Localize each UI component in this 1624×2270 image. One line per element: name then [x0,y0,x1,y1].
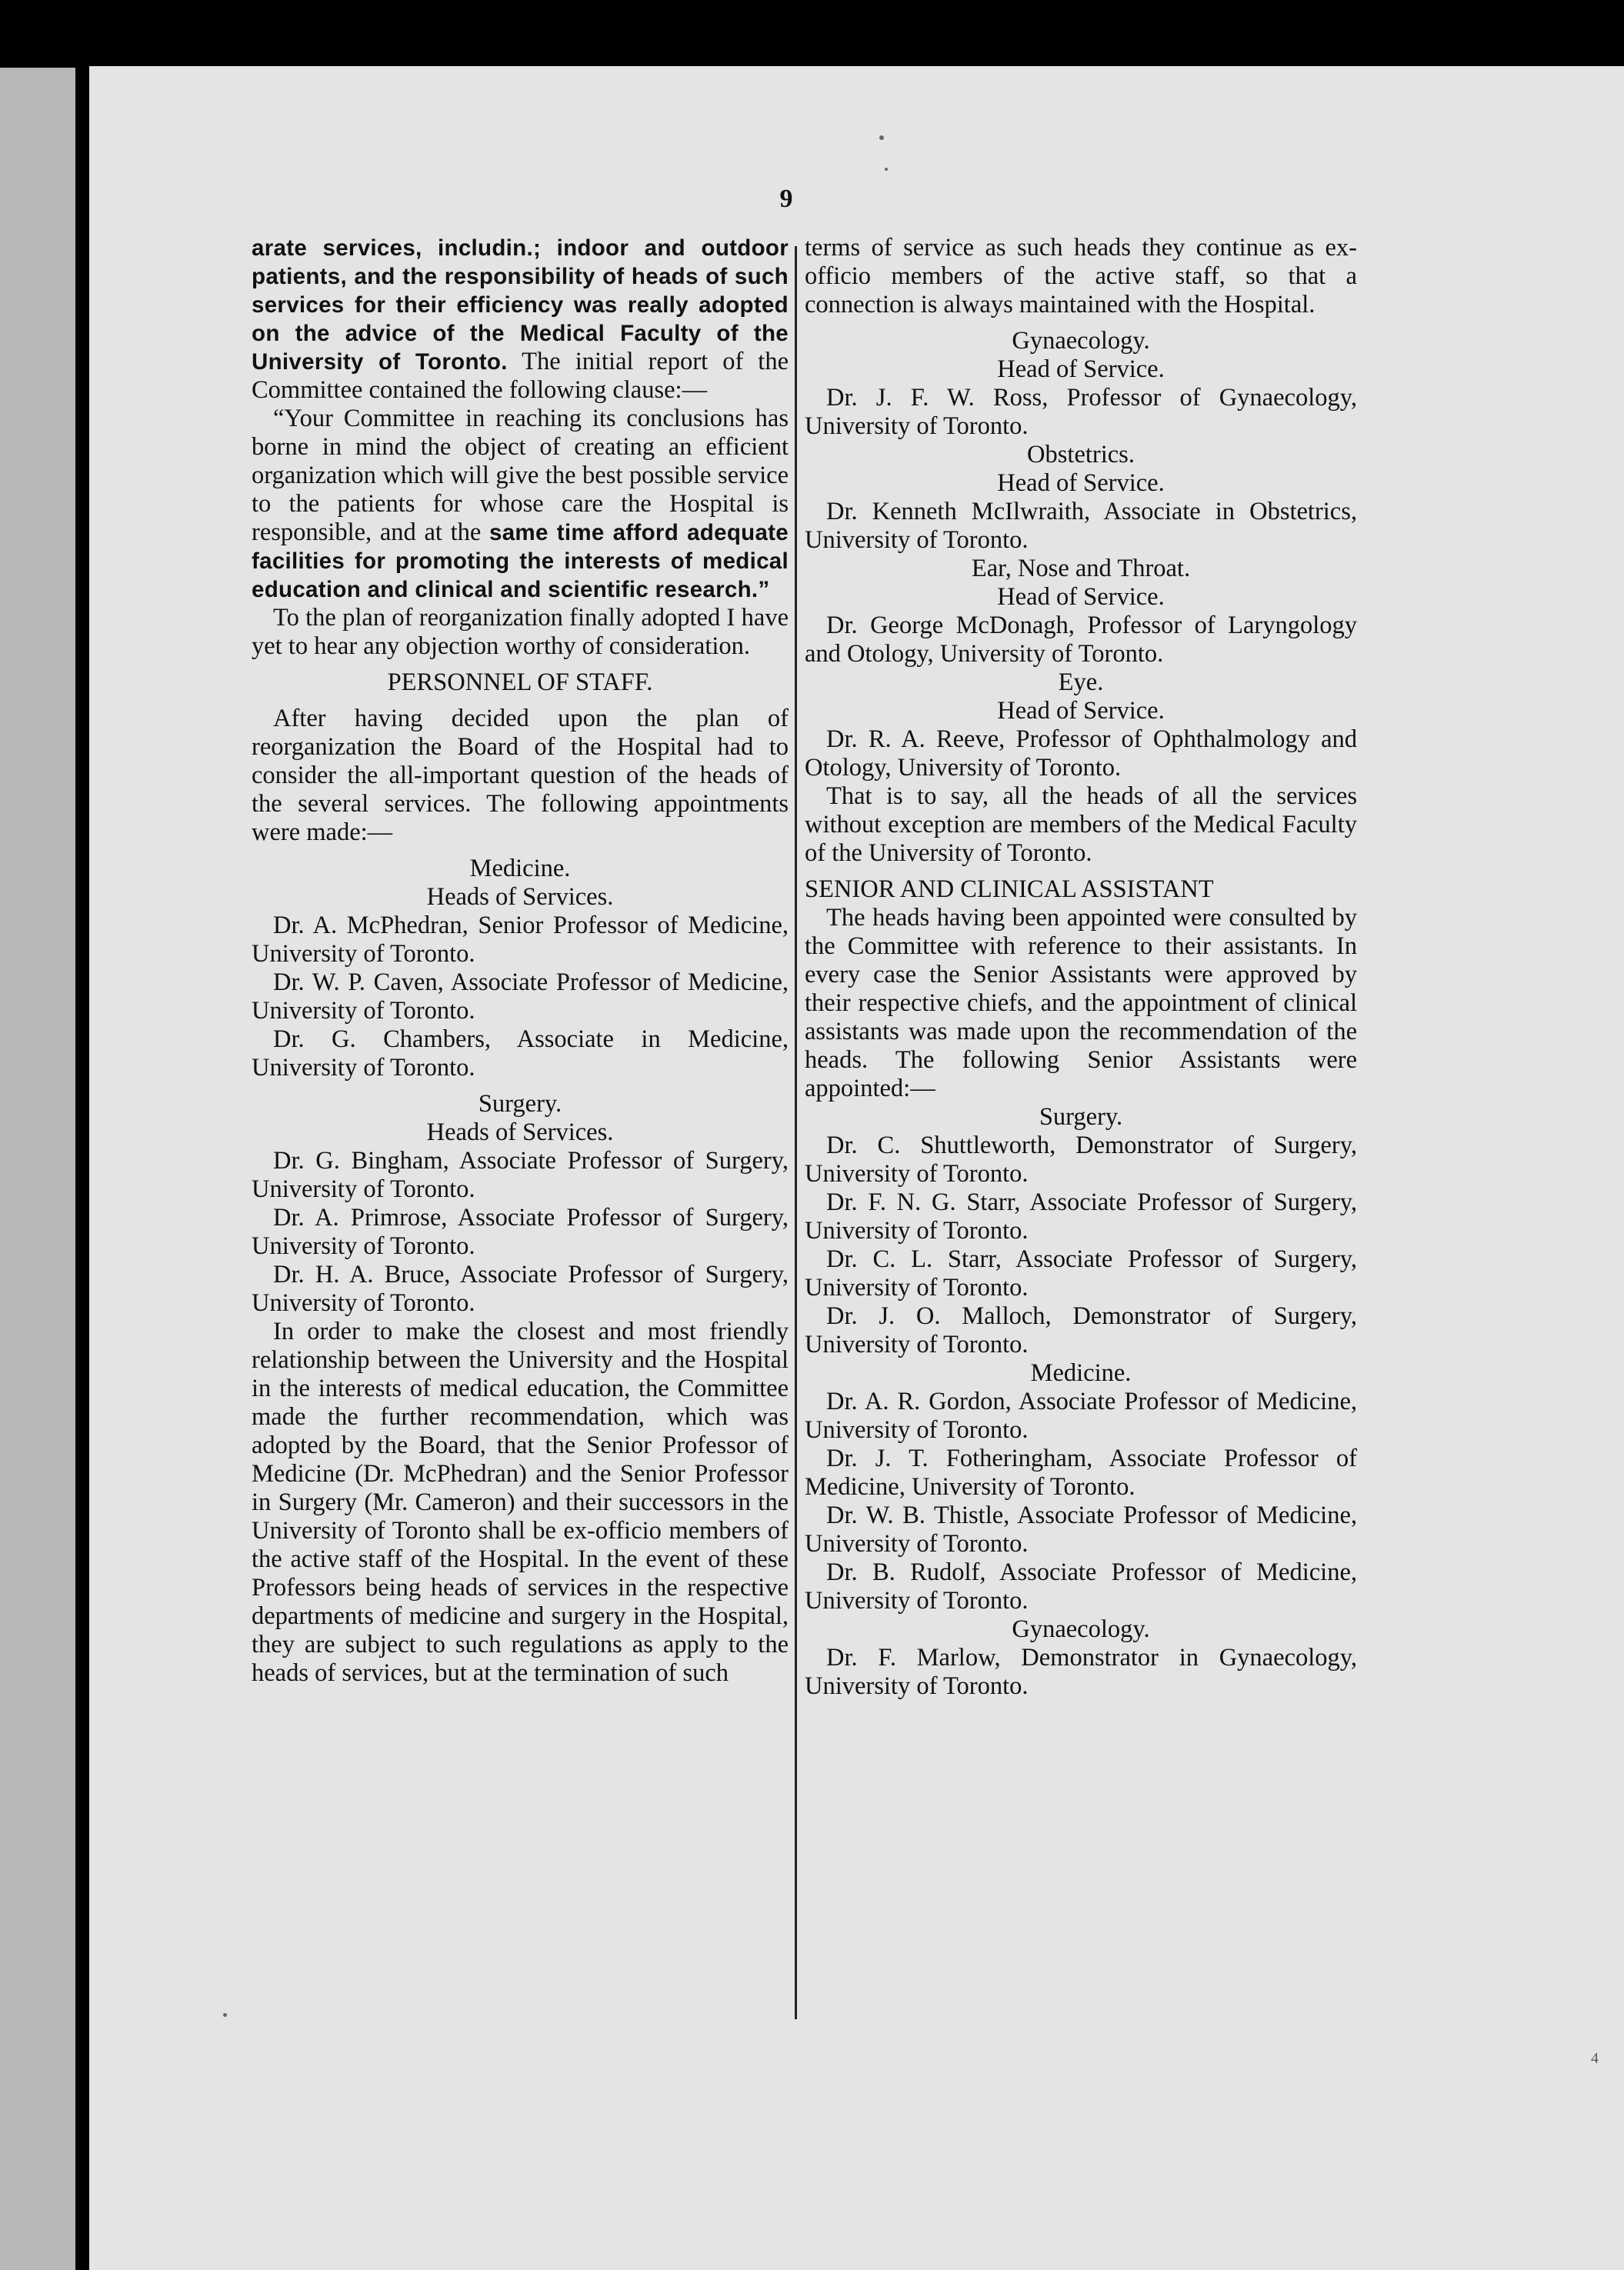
list-item: Dr. A. Primrose, Associate Professor of Surgery, University of Toronto. [252,1204,789,1260]
list-item: Dr. Kenneth McIlwraith, Associate in Obstetrics, University of Toronto. [805,498,1357,554]
text: “Your Committee in reaching its conclusions has borne in mind the object of creating an efficient organization which will give the best possible service to the patients for whose care the Hospital is responsible, and at the [252,405,789,546]
paragraph: In order to make the closest and most friendly relationship between the University and the Hospital in the interests of medical education, the Committee made the further recommendation, which was adopted by the Board, that the Senior Professor of Medicine (Dr. McPhedran) and the Senior Professor in Surgery (Mr. Cameron) and their successors in the University of Toronto shall be ex-officio members of the active staff of the Hospital. In the event of these Professors being heads of services in the respective departments of medicine and surgery in the Hospital, they are subject to such regulations as apply to the heads of services, but at the termination of such [252,1318,789,1687]
subheading: Head of Service. [997,583,1165,611]
list-item: Dr. G. Bingham, Associate Professor of Surgery, University of Toronto. [252,1147,789,1203]
subheading: Medicine. [469,855,571,882]
list-item: Dr. George McDonagh, Professor of Laryngology and Otology, University of Toronto. [805,612,1357,668]
left-column [252,234,789,1688]
paragraph: To the plan of reorganization finally adopted I have yet to hear any objection worthy of consideration. [252,604,789,660]
list-item: Dr. R. A. Reeve, Professor of Ophthalmology and Otology, University of Toronto. [805,725,1357,782]
subheading: Eye. [1058,668,1104,696]
list-item: Dr. J. F. W. Ross, Professor of Gynaecology, University of Toronto. [805,384,1357,440]
subheading: Surgery. [1039,1103,1123,1131]
subheading: Head of Service. [997,355,1165,383]
subheading: Head of Service. [997,469,1165,497]
column-divider [795,246,797,2019]
paragraph: That is to say, all the heads of all the services without exception are members of the Medical Faculty of the University of Toronto. [805,782,1357,867]
paragraph: After having decided upon the plan of reorganization the Board of the Hospital had to consider the all-important question of the heads of the several services. The following appointments were made:— [252,705,789,846]
speck [885,168,888,171]
subheading: Medicine. [1030,1359,1132,1387]
text: The initial report of the Committee contained the following clause:— [252,348,789,404]
subheading: Head of Service. [997,697,1165,725]
speck [223,2013,227,2017]
previous-page-edge [0,68,75,2270]
subheading: Heads of Services. [426,883,614,911]
list-item: Dr. G. Chambers, Associate in Medicine, University of Toronto. [252,1025,789,1082]
subheading: Gynaecology. [1012,327,1150,355]
section-heading: SENIOR AND CLINICAL ASSISTANT [805,875,1214,903]
paragraph [252,234,789,405]
list-item: Dr. F. N. G. Starr, Associate Professor of Surgery, University of Toronto. [805,1188,1357,1245]
list-item: Dr. J. O. Malloch, Demonstrator of Surgery, University of Toronto. [805,1302,1357,1358]
subheading: Ear, Nose and Throat. [971,555,1191,582]
corner-mark: 4 [1591,2050,1599,2067]
right-column [805,234,1357,1701]
list-item: Dr. C. Shuttleworth, Demonstrator of Surgery, University of Toronto. [805,1132,1357,1188]
paragraph: terms of service as such heads they continue as ex-officio members of the active staff, so that a connection is always maintained with the Hospital. [805,234,1357,318]
bold-text: arate services, includin.; indoor and outdoor patients, and the responsibility of heads of such services for their efficiency was really adopted on the advice of the Medical Faculty of the University of Toronto. [252,235,789,375]
speck [879,135,884,140]
list-item: Dr. A. R. Gordon, Associate Professor of Medicine, University of Toronto. [805,1388,1357,1444]
list-item: Dr. H. A. Bruce, Associate Professor of Surgery, University of Toronto. [252,1261,789,1317]
list-item: Dr. F. Marlow, Demonstrator in Gynaecology, University of Toronto. [805,1644,1357,1700]
paragraph: The heads having been appointed were consulted by the Committee with reference to their assistants. In every case the Senior Assistants were approved by their respective chiefs, and the appointment of clinical assistants was made upon the recommendation of the heads. The following Senior Assistants were appointed:— [805,904,1357,1102]
list-item: Dr. J. T. Fotheringham, Associate Professor of Medicine, University of Toronto. [805,1445,1357,1501]
page-number: 9 [779,185,793,213]
subheading: Gynaecology. [1012,1615,1150,1643]
list-item: Dr. W. P. Caven, Associate Professor of Medicine, University of Toronto. [252,968,789,1025]
subheading: Obstetrics. [1027,441,1135,468]
subheading: Heads of Services. [426,1118,614,1146]
list-item: Dr. A. McPhedran, Senior Professor of Medicine, University of Toronto. [252,912,789,968]
section-heading: PERSONNEL OF STAFF. [387,668,653,696]
quote-paragraph [252,405,789,604]
list-item: Dr. W. B. Thistle, Associate Professor of Medicine, University of Toronto. [805,1502,1357,1558]
bold-text: same time afford adequate facilities for promoting the interests of medical education and clinical and scientific research.” [252,520,789,602]
list-item: Dr. B. Rudolf, Associate Professor of Medicine, University of Toronto. [805,1558,1357,1615]
subheading: Surgery. [478,1090,562,1118]
list-item: Dr. C. L. Starr, Associate Professor of Surgery, University of Toronto. [805,1245,1357,1302]
